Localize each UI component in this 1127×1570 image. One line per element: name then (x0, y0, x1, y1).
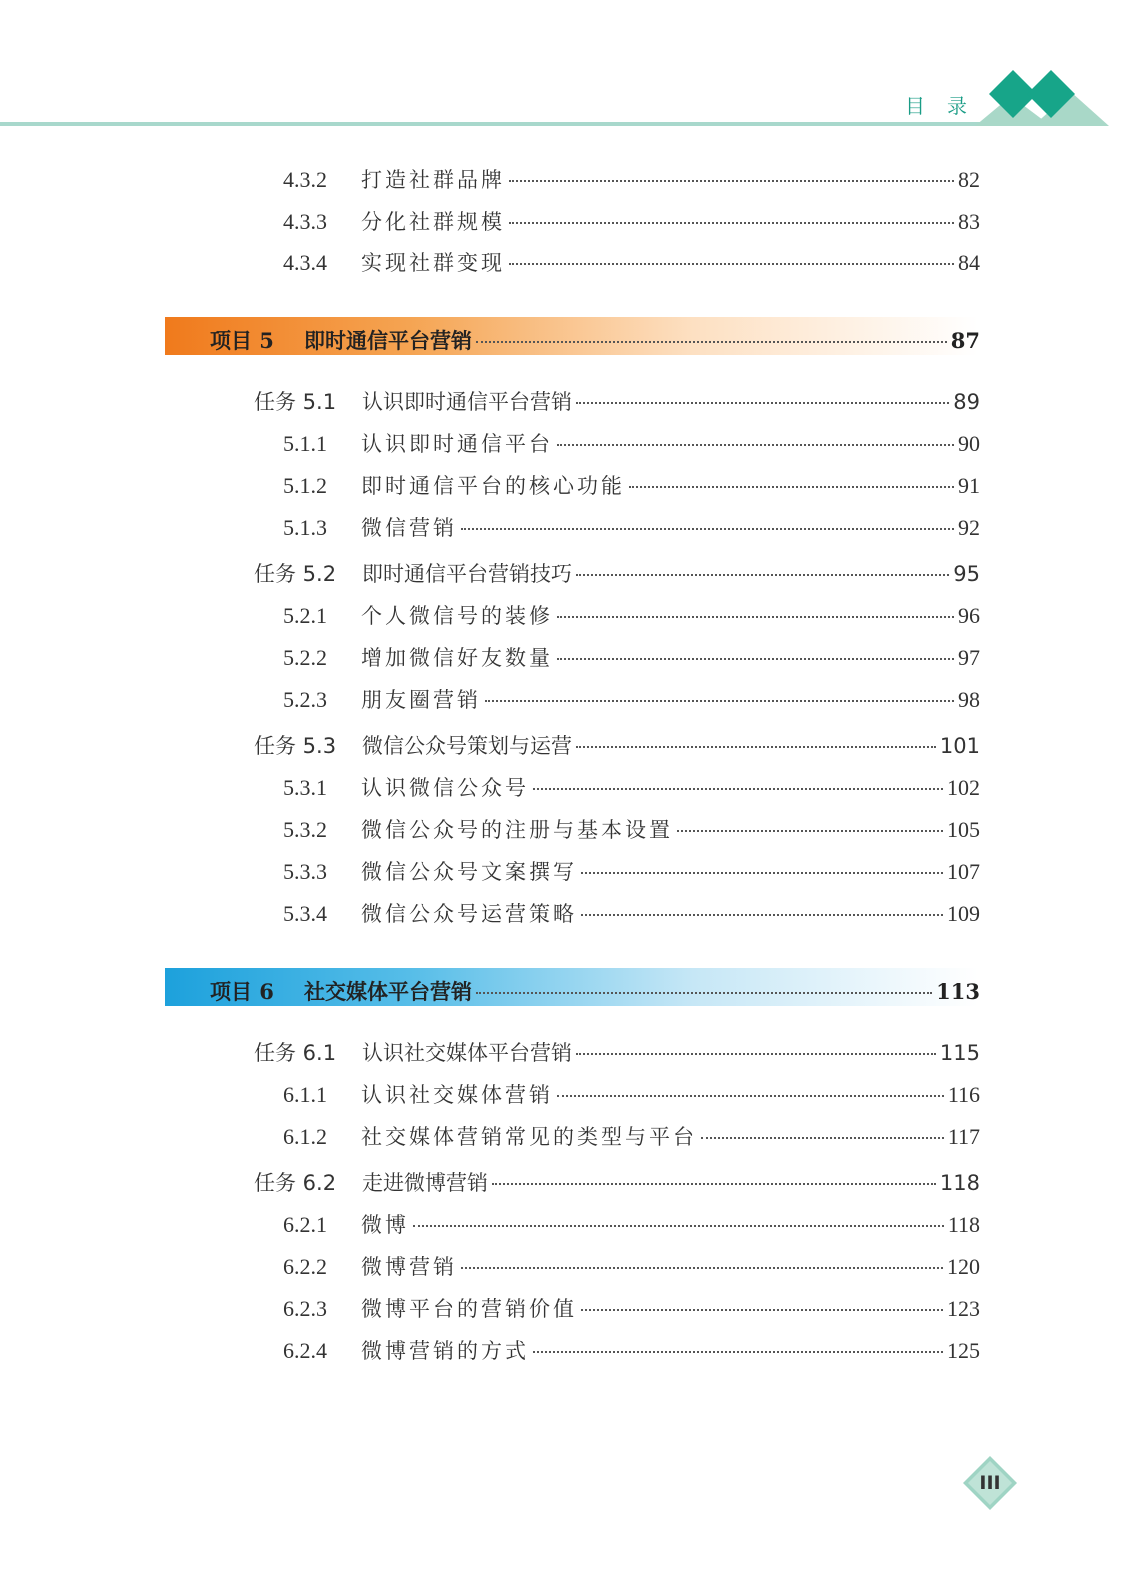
section-title: 个人微信号的装修 (361, 604, 553, 628)
page-ref: 97 (958, 645, 980, 670)
dot-leader (557, 444, 954, 446)
toc-entry-row (283, 1209, 980, 1239)
task-label: 任务 5.3 (254, 734, 337, 758)
task-label: 任务 5.2 (254, 562, 337, 586)
toc-entry-row (283, 428, 980, 458)
header-rule (0, 122, 1000, 126)
toc-entry-row (283, 470, 980, 500)
section-number: 6.1.2 (283, 1124, 327, 1149)
toc-entry-row (283, 642, 980, 672)
page-ref: 115 (939, 1041, 980, 1065)
section-number: 6.1.1 (283, 1082, 327, 1107)
page-ref: 87 (950, 328, 980, 353)
toc-task-row (254, 1167, 980, 1197)
page-ref: 109 (947, 901, 980, 926)
section-title: 走进微博营销 (362, 1171, 488, 1195)
toc-entry-row (283, 247, 980, 277)
toc-task-row (254, 558, 980, 588)
section-title: 微博营销的方式 (361, 1339, 529, 1363)
page-ref: 83 (958, 209, 980, 234)
page-ref: 118 (939, 1171, 980, 1195)
page-ref: 113 (936, 979, 980, 1004)
project-title: 即时通信平台营销 (304, 328, 472, 353)
toc-entry-row (283, 1251, 980, 1281)
project-label: 项目 6 (210, 979, 274, 1004)
section-title: 分化社群规模 (361, 210, 505, 234)
page-ref: 95 (953, 562, 980, 586)
toc-task-row (254, 1037, 980, 1067)
dot-leader (581, 872, 943, 874)
section-number: 6.2.1 (283, 1212, 327, 1237)
section-number: 4.3.3 (283, 209, 327, 234)
section-number: 5.2.3 (283, 687, 327, 712)
project-title: 社交媒体平台营销 (304, 979, 472, 1004)
dot-leader (461, 1267, 943, 1269)
dot-leader (476, 992, 932, 994)
toc-entry-row (283, 1293, 980, 1323)
dot-leader (557, 1095, 944, 1097)
section-title: 微信公众号运营策略 (361, 902, 577, 926)
page-ref: 120 (947, 1254, 980, 1279)
section-title: 微博营销 (361, 1255, 457, 1279)
dot-leader (485, 700, 954, 702)
dot-leader (492, 1183, 936, 1185)
section-number: 6.2.3 (283, 1296, 327, 1321)
toc-entry-row (283, 898, 980, 928)
section-title: 认识即时通信平台 (361, 432, 553, 456)
dot-leader (476, 341, 947, 343)
dot-leader (509, 222, 954, 224)
project-label: 项目 5 (210, 328, 274, 353)
dot-leader (533, 788, 943, 790)
dot-leader (701, 1137, 944, 1139)
toc-task-row (254, 386, 980, 416)
toc-entry-row (283, 1079, 980, 1109)
section-title: 认识社交媒体平台营销 (362, 1041, 572, 1065)
section-title: 微信公众号文案撰写 (361, 860, 577, 884)
dot-leader (576, 746, 936, 748)
page-ref: 105 (947, 817, 980, 842)
page-ref: 117 (947, 1124, 980, 1149)
dot-leader (677, 830, 943, 832)
dot-leader (461, 528, 954, 530)
section-number: 4.3.2 (283, 167, 327, 192)
section-title: 微信公众号策划与运营 (362, 734, 572, 758)
dot-leader (413, 1225, 944, 1227)
page-title: 目录 (905, 94, 989, 118)
section-title: 微信公众号的注册与基本设置 (361, 818, 673, 842)
toc-entry-row (283, 772, 980, 802)
section-title: 增加微信好友数量 (361, 646, 553, 670)
project-row (210, 976, 980, 1006)
section-title: 认识即时通信平台营销 (362, 390, 572, 414)
toc-entry-row (283, 856, 980, 886)
dot-leader (576, 574, 949, 576)
toc-entry-row (283, 600, 980, 630)
page-ref: 125 (947, 1338, 980, 1363)
task-label: 任务 5.1 (254, 390, 337, 414)
section-number: 6.2.4 (283, 1338, 327, 1363)
page-ref: 89 (953, 390, 980, 414)
section-title: 即时通信平台的核心功能 (361, 474, 625, 498)
section-number: 5.3.2 (283, 817, 327, 842)
section-title: 微博平台的营销价值 (361, 1297, 577, 1321)
section-title: 朋友圈营销 (361, 688, 481, 712)
section-number: 5.1.2 (283, 473, 327, 498)
page-ref: 84 (958, 250, 980, 275)
dot-leader (509, 180, 954, 182)
section-number: 4.3.4 (283, 250, 327, 275)
page-ref: 90 (958, 431, 980, 456)
section-number: 5.1.1 (283, 431, 327, 456)
task-label: 任务 6.2 (254, 1171, 337, 1195)
mountain-logo-icon (975, 62, 1110, 128)
dot-leader (581, 914, 943, 916)
dot-leader (557, 658, 954, 660)
toc-entry-row (283, 164, 980, 194)
section-title: 即时通信平台营销技巧 (362, 562, 572, 586)
page-ref: 91 (958, 473, 980, 498)
toc-entry-row (283, 206, 980, 236)
page-ref: 123 (947, 1296, 980, 1321)
page-ref: 92 (958, 515, 980, 540)
page-number: III (979, 1472, 1001, 1494)
toc-task-row (254, 730, 980, 760)
page-ref: 96 (958, 603, 980, 628)
dot-leader (557, 616, 954, 618)
dot-leader (576, 1053, 936, 1055)
dot-leader (581, 1309, 943, 1311)
section-number: 6.2.2 (283, 1254, 327, 1279)
toc-entry-row (283, 1121, 980, 1151)
page-ref: 102 (947, 775, 980, 800)
section-number: 5.1.3 (283, 515, 327, 540)
project-row (210, 325, 980, 355)
section-title: 认识微信公众号 (361, 776, 529, 800)
section-number: 5.2.1 (283, 603, 327, 628)
section-number: 5.3.3 (283, 859, 327, 884)
dot-leader (576, 402, 949, 404)
toc-entry-row (283, 684, 980, 714)
page-ref: 118 (947, 1212, 980, 1237)
page-ref: 107 (947, 859, 980, 884)
dot-leader (509, 263, 954, 265)
page-ref: 82 (958, 167, 980, 192)
toc-entry-row (283, 1335, 980, 1365)
page-ref: 98 (958, 687, 980, 712)
section-title: 认识社交媒体营销 (361, 1083, 553, 1107)
section-number: 5.3.4 (283, 901, 327, 926)
section-title: 打造社群品牌 (361, 168, 505, 192)
section-title: 实现社群变现 (361, 251, 505, 275)
section-number: 5.3.1 (283, 775, 327, 800)
dot-leader (629, 486, 954, 488)
section-title: 微博 (361, 1213, 409, 1237)
toc-entry-row (283, 512, 980, 542)
page-ref: 116 (947, 1082, 980, 1107)
dot-leader (533, 1351, 943, 1353)
section-number: 5.2.2 (283, 645, 327, 670)
toc-entry-row (283, 814, 980, 844)
task-label: 任务 6.1 (254, 1041, 337, 1065)
section-title: 微信营销 (361, 516, 457, 540)
page-ref: 101 (939, 734, 980, 758)
section-title: 社交媒体营销常见的类型与平台 (361, 1125, 697, 1149)
